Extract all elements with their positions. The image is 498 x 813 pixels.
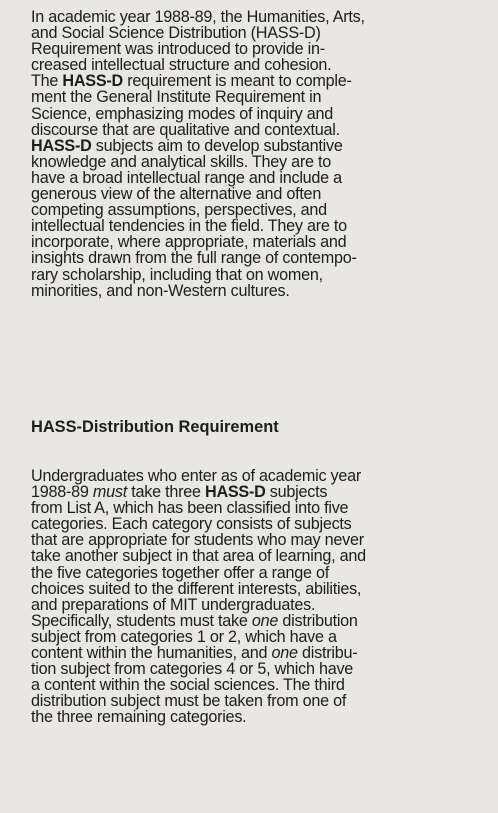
italic-text: one [251, 611, 279, 630]
text-line [31, 597, 493, 613]
text-run: intellectual tendencies in the field. They are to [31, 217, 347, 236]
intro-paragraph [31, 9, 493, 299]
text-run: ment the General Institute Requirement in [31, 88, 322, 107]
text-run: from List A, which has been classified into five [31, 499, 349, 518]
text-line [31, 250, 493, 266]
bold-text: HASS-D [205, 483, 266, 502]
requirement-paragraph [31, 468, 493, 726]
text-line [31, 41, 493, 57]
text-run: distribu- [297, 644, 358, 663]
text-line [31, 138, 493, 154]
text-line [31, 154, 493, 170]
text-run: subjects [265, 483, 328, 502]
text-run: distribution [278, 611, 358, 630]
italic-text: one [271, 644, 298, 663]
text-run: and preparations of MIT undergraduates. [31, 595, 316, 614]
text-run: competing assumptions, perspectives, and [31, 201, 327, 220]
text-line [31, 89, 493, 105]
bold-text: HASS-D [31, 136, 92, 155]
text-line [31, 629, 493, 645]
text-line [31, 613, 493, 629]
text-run: have a broad intellectual range and include a [31, 168, 342, 187]
text-line [31, 57, 493, 73]
text-run: Specifically, students must take [31, 611, 252, 630]
text-line [31, 186, 493, 202]
text-line [31, 532, 493, 548]
text-run: 1988-89 [31, 483, 93, 502]
text-run: subjects aim to develop substantive [91, 136, 343, 155]
text-run: creased intellectual structure and cohesion. [31, 56, 332, 75]
text-line [31, 565, 493, 581]
text-line [31, 122, 493, 138]
text-run: tion subject from categories 4 or 5, which have [31, 660, 354, 679]
text-line [31, 73, 493, 89]
text-run: take three [127, 483, 205, 502]
text-run: generous view of the alternative and often [31, 185, 322, 204]
text-run: requirement is meant to comple- [122, 72, 352, 91]
text-run: the three remaining categories. [31, 708, 247, 727]
text-run: take another subject in that area of learning, and [31, 547, 366, 566]
text-run: rary scholarship, including that on women, [31, 265, 323, 284]
text-line [31, 218, 493, 234]
text-line [31, 693, 493, 709]
text-run: minorities, and non-Western cultures. [31, 281, 290, 300]
text-line [31, 661, 493, 677]
text-line [31, 267, 493, 283]
text-run: a content within the social sciences. The third [31, 676, 345, 695]
text-run: and Social Science Distribution (HASS-D) [31, 24, 321, 43]
bold-text: HASS-D [62, 72, 123, 91]
text-line [31, 581, 493, 597]
text-line [31, 516, 493, 532]
text-run: knowledge and analytical skills. They are to [31, 152, 332, 171]
text-run: Undergraduates who enter as of academic year [31, 467, 362, 485]
text-line [31, 468, 493, 484]
text-run: incorporate, where appropriate, materials and [31, 233, 347, 252]
text-run: discourse that are qualitative and contextual. [31, 120, 340, 139]
text-run: subject from categories 1 or 2, which have a [31, 627, 337, 646]
text-run: The [31, 72, 63, 91]
text-run: categories. Each category consists of subjects [31, 515, 352, 534]
text-run: the five categories together offer a range of [31, 563, 330, 582]
text-run: distribution subject must be taken from one of [31, 692, 347, 711]
text-run: choices suited to the different interests, abilities, [31, 579, 362, 598]
text-line [31, 500, 493, 516]
text-line [31, 234, 493, 250]
text-line [31, 548, 493, 564]
text-line [31, 106, 493, 122]
text-line [31, 170, 493, 186]
text-run: Requirement was introduced to provide in- [31, 40, 325, 59]
text-line [31, 283, 493, 299]
text-line [31, 9, 493, 25]
text-run: Science, emphasizing modes of inquiry and [31, 104, 333, 123]
text-line [31, 25, 493, 41]
text-line [31, 645, 493, 661]
text-run: In academic year 1988-89, the Humanities, Arts, [31, 8, 365, 26]
text-run: content within the humanities, and [31, 644, 272, 663]
italic-text: must [92, 483, 127, 502]
text-line [31, 484, 493, 500]
text-line [31, 709, 493, 725]
text-run: insights drawn from the full range of contempo- [31, 249, 357, 268]
text-run: that are appropriate for students who may never [31, 531, 364, 550]
text-line [31, 677, 493, 693]
text-line [31, 202, 493, 218]
section-heading: HASS-Distribution Requirement [31, 418, 279, 436]
